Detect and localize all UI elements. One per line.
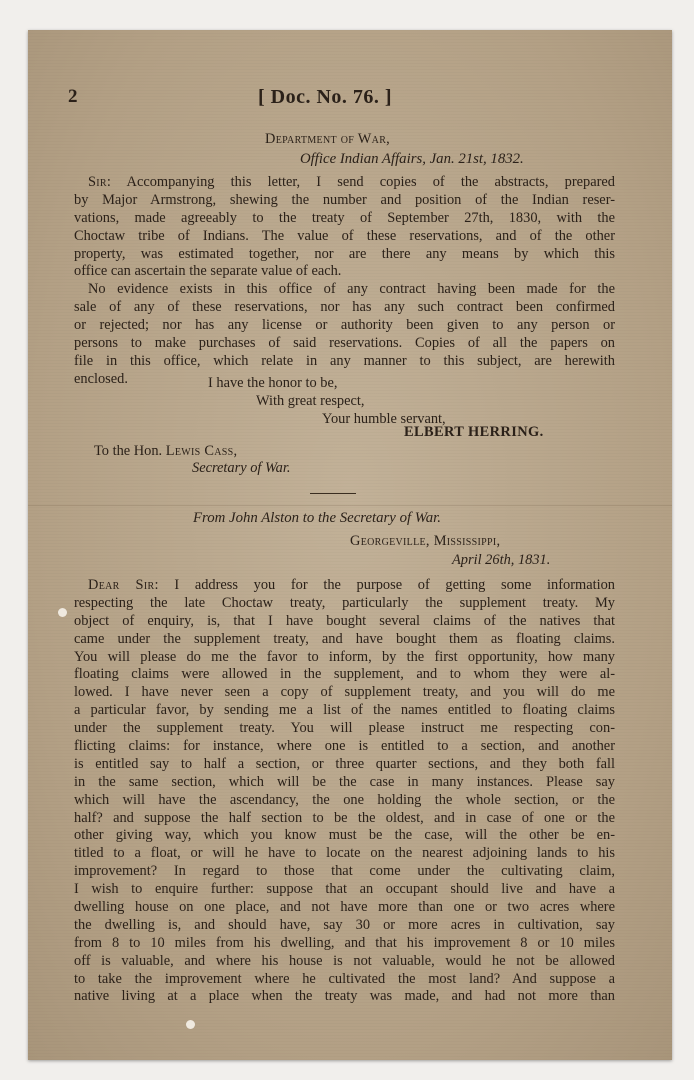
text-line: flicting claims: for instance, where one is entitled to a section, and another xyxy=(74,738,615,755)
text-line: property, was estimated together, nor are there any means by which this xyxy=(74,245,615,262)
office-date: Office Indian Affairs, Jan. 21st, 1832. xyxy=(300,151,524,167)
page-fold xyxy=(28,505,672,506)
text-line: file in this office, which relate in any manner to this subject, are herewith xyxy=(74,352,615,369)
text-line: half? and suppose the half section to be the oldest, and in case of one or the xyxy=(74,809,615,826)
text-line: came under the supplement treaty, and have bought them as floating claims. xyxy=(74,630,615,647)
letter1-body xyxy=(74,174,615,389)
page-number: 2 xyxy=(68,86,78,107)
text-line: is entitled say to half a section, or three quarter sections, and they both fall xyxy=(74,755,615,772)
letter2-date: April 26th, 1831. xyxy=(452,552,551,568)
letter2-body xyxy=(74,577,615,1006)
text-line: Choctaw tribe of Indians. The value of these reservations, and of the other xyxy=(74,227,615,244)
closing-respect: With great respect, xyxy=(256,393,365,409)
department-heading: Department of War, xyxy=(265,131,391,147)
text-line: in the same section, which will be the case in many instances. Please say xyxy=(74,773,615,790)
text-line: by Major Armstrong, shewing the number and position of the Indian reser- xyxy=(74,191,615,208)
text-line: native living at a place when the treaty was made, and had not more than xyxy=(74,988,615,1005)
document-page xyxy=(28,30,672,1060)
text-line: dwelling house on one place, and not have more than one or two acres where xyxy=(74,899,615,916)
text-line: a particular favor, by sending me a list of the names entitled to floating claims xyxy=(74,702,615,719)
text-line: office can ascertain the separate value of each. xyxy=(74,263,342,280)
text-line: off is valuable, and where his house is not valuable, would he not be allowed xyxy=(74,952,615,969)
text-line: Dear Sir: I address you for the purpose of getting some information xyxy=(88,577,615,593)
text-line: No evidence exists in this office of any contract having been made for the xyxy=(88,281,615,298)
pin-hole xyxy=(58,608,67,617)
pin-hole xyxy=(186,1020,195,1029)
text-line: You will please do me the favor to inform, by the first opportunity, how many xyxy=(74,648,615,665)
text-line: under the supplement treaty. You will please instruct me respecting con- xyxy=(74,720,615,737)
text-line: other giving way, which you know must be the case, will the other be en- xyxy=(74,827,615,844)
text-line: the dwelling is, and should have, say 30 or more acres in cultivation, say xyxy=(74,916,615,933)
addressee-to: To the Hon. Lewis Cass, xyxy=(94,443,238,459)
signature: ELBERT HERRING. xyxy=(404,424,544,440)
document-title: [ Doc. No. 76. ] xyxy=(258,86,393,108)
text-line: enclosed. xyxy=(74,370,128,387)
text-line: persons to make purchases of said reservations. Copies of all the papers on xyxy=(74,335,615,352)
closing-servant: Your humble servant, xyxy=(322,411,446,427)
text-line: improvement? In regard to those that come under the cultivating claim, xyxy=(74,863,615,880)
text-line: from 8 to 10 miles from his dwelling, and that his improvement 8 or 10 miles xyxy=(74,934,615,951)
letter2-place: Georgeville, Mississippi, xyxy=(350,533,501,549)
section-divider xyxy=(310,493,356,494)
addressee-title: Secretary of War. xyxy=(192,460,291,476)
text-line: floating claims were allowed in the supplement, and to whom they were al- xyxy=(74,666,615,683)
text-line: Sir: Accompanying this letter, I send copies of the abstracts, prepared xyxy=(88,174,615,190)
text-line: sale of any of these reservations, nor has any such contract been confirmed xyxy=(74,299,615,316)
text-line: or rejected; nor has any license or authority been given to any person or xyxy=(74,317,615,334)
text-line: vations, made agreeably to the treaty of September 27th, 1830, with the xyxy=(74,209,615,226)
letter2-heading: From John Alston to the Secretary of War. xyxy=(193,510,441,526)
text-line: to take the improvement where he cultivated the most land? And suppose a xyxy=(74,970,615,987)
text-line: which will have the ascendancy, the one holding the whole section, or the xyxy=(74,791,615,808)
closing-honor: I have the honor to be, xyxy=(208,375,338,391)
text-line: respecting the late Choctaw treaty, particularly the supplement treaty. My xyxy=(74,594,615,611)
text-line: titled to a float, or will he have to locate on the nearest adjoining lands to his xyxy=(74,845,615,862)
text-line: lowed. I have never seen a copy of supplement treaty, and you will do me xyxy=(74,684,615,701)
text-line: object of enquiry, is, that I have bought several claims of the natives that xyxy=(74,612,615,629)
text-line: I wish to enquire further: suppose that an occupant should live and have a xyxy=(74,881,615,898)
